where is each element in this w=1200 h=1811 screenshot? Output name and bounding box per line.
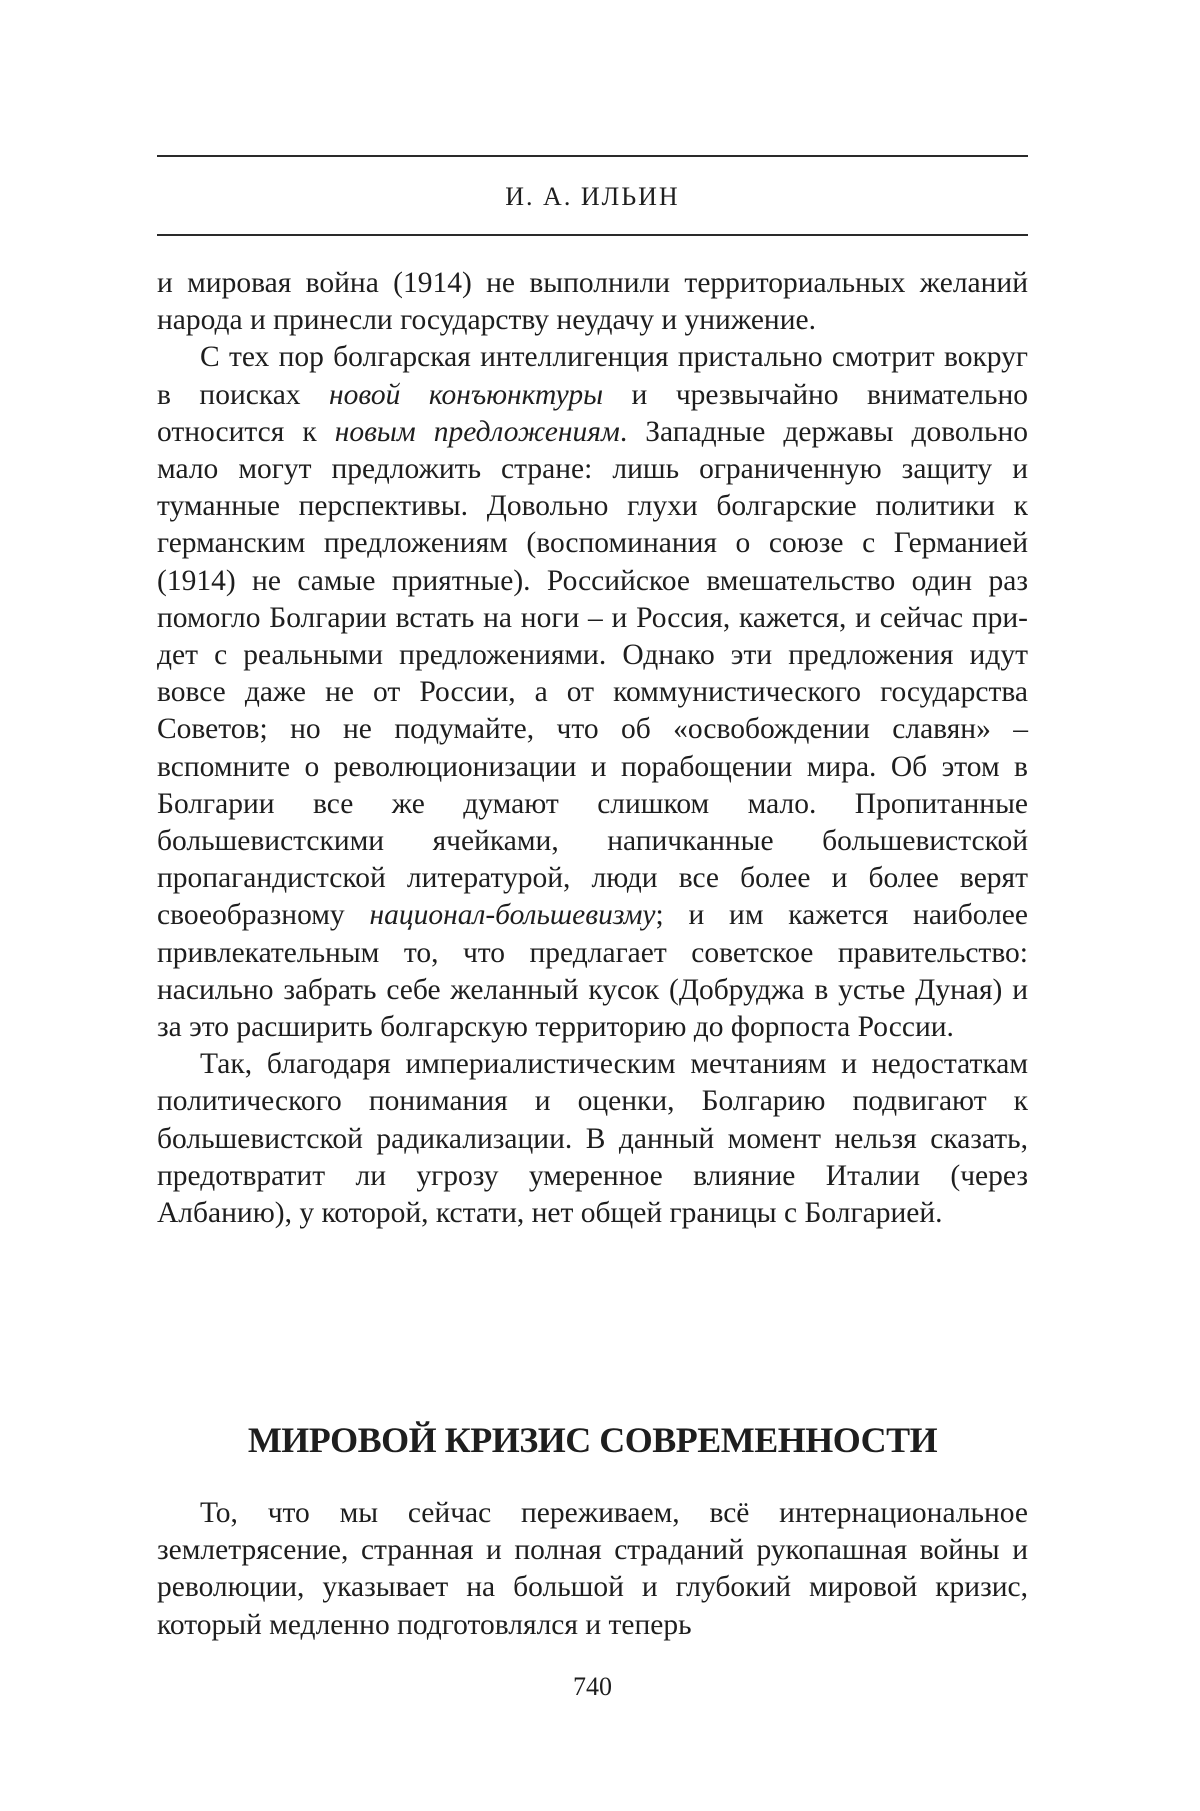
text-run: С тех пор болгарская интеллигенция пристально смотрит вокруг в поисках	[157, 341, 1028, 411]
running-head: И. А. ИЛЬИН	[505, 182, 680, 211]
text-run: . Западные державы довольно мало могут предложить стране: лишь ограниченную защиту и туманные перспективы. Довольно глухи болгарские политики к германским предложениям (воспоминания о союзе с Германией (1914) не самые приятные). Российское вмешательство один раз помогло Болгарии встать на ноги – и Россия, кажется, и сейчас придет с реальными предложениями. Однако эти предложения идут вовсе даже не от России, а от коммунистического государства Советов; но не подумайте, что об «освобождении славян» – вспомните о революционизации и порабощении мира. Об этом в Болгарии все же думают слишком мало. Пропитанные большевистскими ячейками, напичканные большевистской пропагандистской литературой, люди все более и более верят своеобразному	[157, 415, 1029, 932]
section-body-text	[157, 1495, 1028, 1644]
body-text	[157, 265, 1028, 1232]
header-bottom-rule	[157, 234, 1028, 236]
section-title: МИРОВОЙ КРИЗИС СОВРЕМЕННОСТИ	[247, 1420, 938, 1460]
paragraph	[157, 1495, 1028, 1644]
text-run: и чрезвычайно внимательно относится к	[157, 378, 1028, 448]
header-top-rule	[157, 155, 1028, 157]
italic-text-run: новым предложениям	[334, 415, 620, 448]
italic-text-run: национал-большевизму	[369, 899, 656, 932]
paragraph	[157, 339, 1028, 1046]
book-page	[157, 0, 1028, 1811]
text-run: ; и им кажется наиболее привлекательным то, что предлагает советское правительство: насильно забрать себе желанный кусок (Добруджа в устье Дуная) и за это расширить болгарскую территорию до форпоста России.	[157, 899, 1028, 1044]
paragraph	[157, 1046, 1028, 1232]
page-number: 740	[573, 1672, 612, 1701]
italic-text-run: новой конъюнктуры	[329, 378, 604, 411]
text-run: То, что мы сейчас переживаем, всё интернациональное землетрясение, странная и полная страданий рукопашная войны и революции, указывает на большой и глубокий мировой кризис, который медленно подготовлялся и теперь	[157, 1497, 1028, 1641]
text-run: Так, благодаря империалистическим мечтаниям и недостаткам политического понимания и оценки, Болгарию подвигают к большевистской радикализации. В данный момент нельзя сказать, предотвратит ли угрозу умеренное влияние Италии (через Албанию), у которой, кстати, нет общей границы с Болгарией.	[157, 1048, 1028, 1230]
paragraph	[157, 265, 1028, 339]
text-run: и мировая война (1914) не выполнили территориальных желаний народа и принесли государству неудачу и унижение.	[157, 267, 1028, 337]
